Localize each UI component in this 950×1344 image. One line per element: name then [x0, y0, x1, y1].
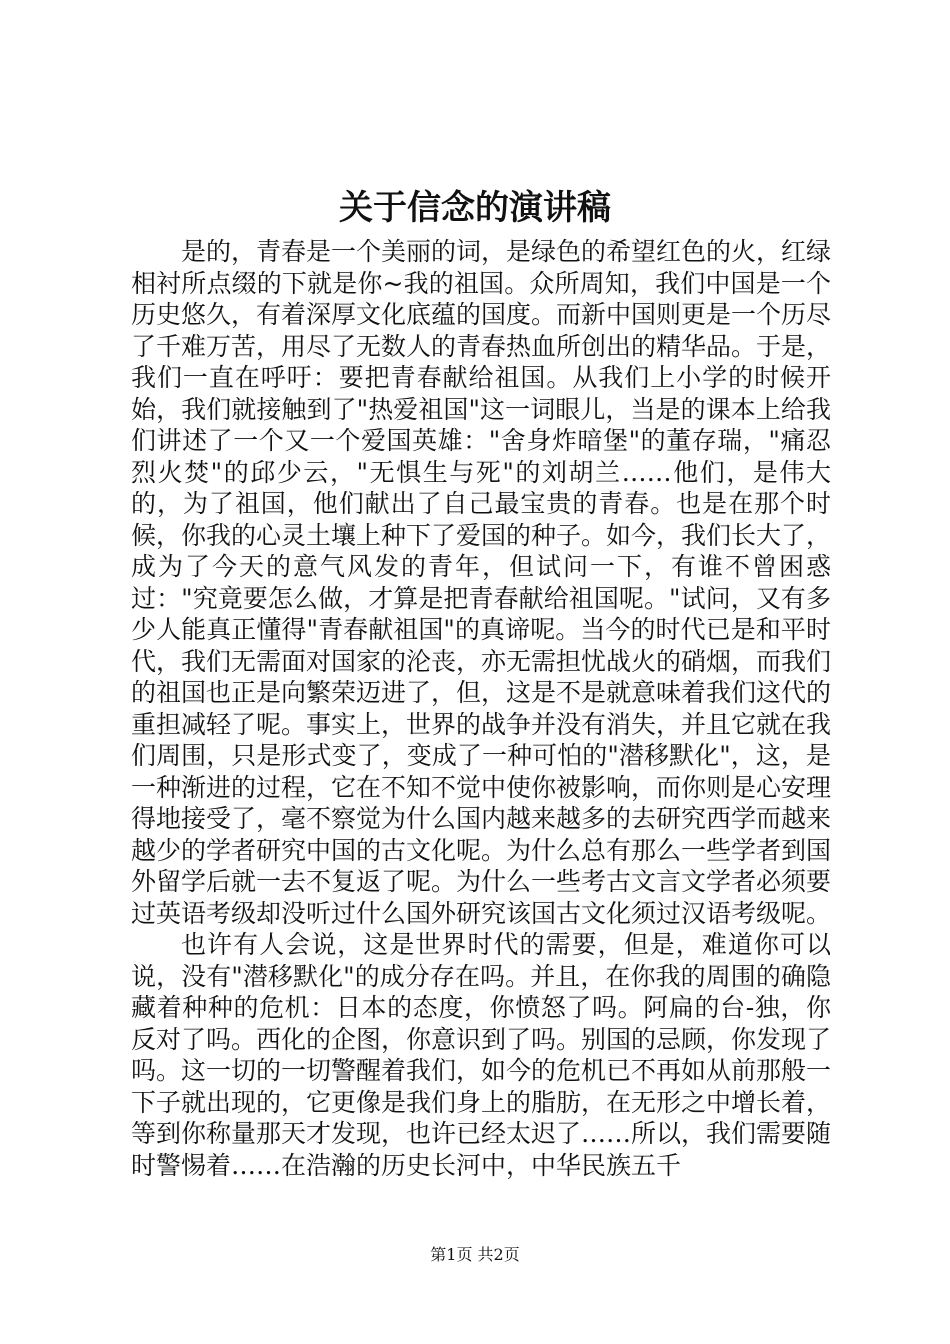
paragraph-2: 也许有人会说，这是世界时代的需要，但是，难道你可以说，没有"潜移默化"的成分存在吗。并且，在你我的周围的确隐藏着种种的危机：日本的态度，你愤怒了吗。阿扁的台-独，你反对了吗。西化的企图，你意识到了吗。别国的忌顾，你发现了吗。这一切的一切警醒着我们，如今的危机已不再如从前那般一下子就出现的，它更像是我们身上的脂肪，在无形之中增长着，等到你称量那天才发现，也许已经太迟了……所以，我们需要随时警惕着……在浩瀚的历史长河中，中华民族五千 [131, 930, 832, 1180]
page-footer: 第1页 共2页 [430, 1245, 520, 1264]
paragraph-1: 是的，青春是一个美丽的词，是绿色的希望红色的火，红绿相衬所点缀的下就是你~我的祖国。众所周知，我们中国是一个历史悠久，有着深厚文化底蕴的国度。而新中国则更是一个历尽了千难万苦，用尽了无数人的青春热血所创出的精华品。于是，我们一直在呼吁：要把青春献给祖国。从我们上小学的时候开始，我们就接触到了"热爱祖国"这一词眼儿，当是的课本上给我们讲述了一个又一个爱国英雄："舍身炸暗堡"的董存瑞，"痛忍烈火焚"的邱少云，"无惧生与死"的刘胡兰……他们，是伟大的，为了祖国，他们献出了自己最宝贵的青春。也是在那个时候，你我的心灵土壤上种下了爱国的种子。如今，我们长大了，成为了今天的意气风发的青年，但试问一下，有谁不曾困惑过："究竟要怎么做，才算是把青春献给祖国呢。"试问，又有多少人能真正懂得"青春献祖国"的真谛呢。当今的时代已是和平时代，我们无需面对国家的沦丧，亦无需担忧战火的硝烟，而我们的祖国也正是向繁荣迈进了，但，这是不是就意味着我们这代的重担减轻了呢。事实上，世界的战争并没有消失，并且它就在我们周围，只是形式变了，变成了一种可怕的"潜移默化"，这，是一种渐进的过程，它在不知不觉中使你被影响，而你则是心安理得地接受了，毫不察觉为什么国内越来越多的去研究西学而越来越少的学者研究中国的古文化呢。为什么总有那么一些学者到国外留学后就一去不复返了呢。为什么一些考古文言文学者必须要过英语考级却没听过什么国外研究该国古文化须过汉语考级呢。 [131, 237, 832, 928]
document-title: 关于信念的演讲稿 [339, 188, 611, 228]
document-body [131, 236, 831, 1181]
